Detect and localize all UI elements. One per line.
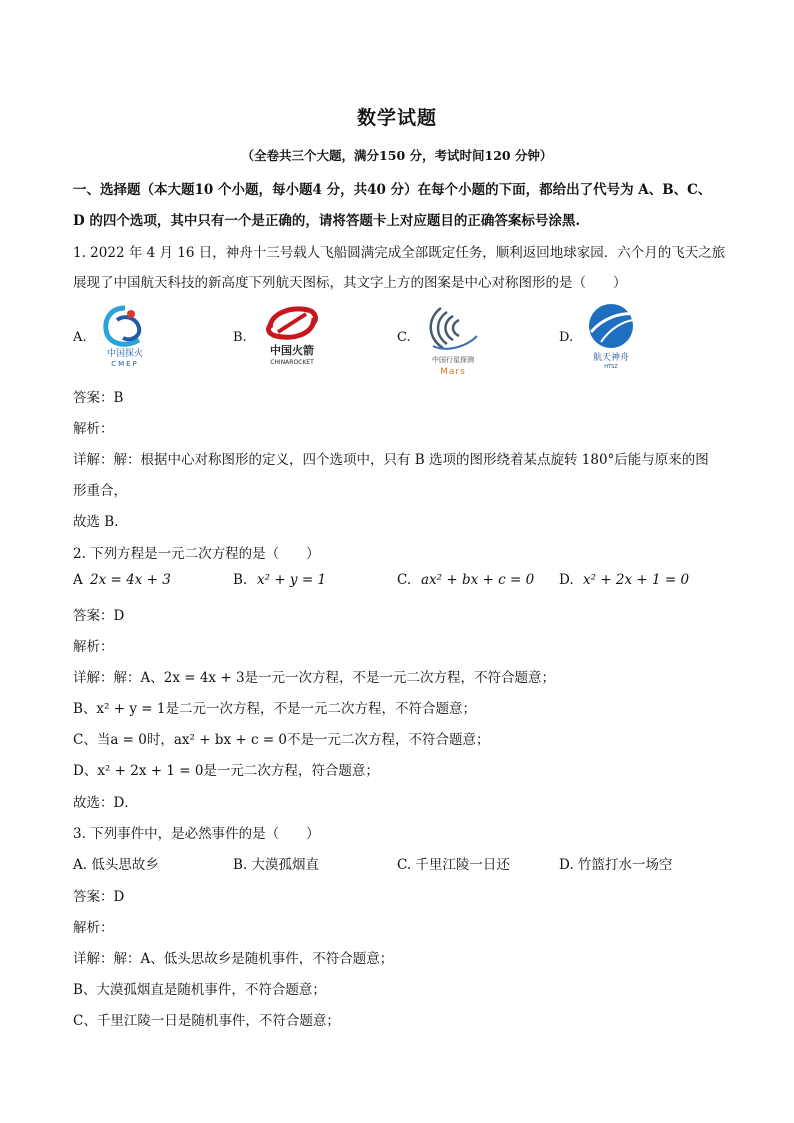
q3-analysis-label: 解析： [73,920,114,936]
htsz-logo-icon [583,302,639,370]
q2-option-d: x² + 2x + 1 = 0 [583,572,690,588]
q2-option-d-label: D. [559,572,574,588]
q2-stem: 2. 下列方程是一元二次方程的是（ ） [73,546,320,562]
q3-option-b: B. 大漠孤烟直 [233,857,320,873]
q1-option-c-label: C. [397,330,411,345]
q2-detail-a: 详解：解：A、2x = 4x + 3是一元一次方程，不是一元二次方程，不符合题意； [73,670,556,686]
q3-option-c: C. 千里江陵一日还 [397,857,510,873]
mars-logo-icon [421,302,485,378]
q1-stem-line2: 展现了中国航天科技的新高度下列航天图标，其文字上方的图案是中心对称图形的是（ ） [73,275,627,291]
q2-option-a-label: A [73,572,83,588]
q1-answer: 答案：B [73,390,124,406]
q1-conclusion: 故选 B． [73,514,128,530]
q3-detail-c: C、千里江陵一日是随机事件，不符合题意； [73,1013,340,1029]
svg-text:中国火箭: 中国火箭 [270,344,314,357]
q3-answer: 答案：D [73,889,125,905]
svg-text:中国行星探测: 中国行星探测 [432,356,474,364]
chinarocket-logo [256,302,328,372]
cmep-logo [95,302,155,374]
q1-option-b-label: B. [233,330,247,345]
mars-logo [421,302,485,382]
q3-stem: 3. 下列事件中，是必然事件的是（ ） [73,826,320,842]
q2-detail-d: D、x² + 2x + 1 = 0是一元二次方程，符合题意； [73,763,379,779]
svg-text:CMEP: CMEP [111,360,139,368]
q2-option-b-label: B. [233,572,248,588]
q2-option-c: ax² + bx + c = 0 [421,572,535,588]
q2-option-b: x² + y = 1 [257,572,327,588]
q2-option-a: 2x = 4x + 3 [90,572,171,588]
q1-option-d-label: D. [559,330,574,345]
section-instruction-line1: 一、选择题（本大题10 个小题，每小题4 分，共40 分）在每个小题的下面，都给出了代号为 A、B、C、 [73,182,712,198]
q1-detail-line2: 形重合， [73,483,127,499]
svg-text:中国探火: 中国探火 [106,349,144,359]
q1-detail-line1: 详解：解：根据中心对称图形的定义，四个选项中，只有 B 选项的图形绕着某点旋转 180°后能与原来的图 [73,452,709,468]
page-subtitle: （全卷共三个大题，满分150 分，考试时间120 分钟） [241,148,553,163]
q1-stem-line1: 1. 2022 年 4 月 16 日，神舟十三号载人飞船圆满完成全部既定任务，顺利返回地球家园．六个月的飞天之旅 [73,245,726,261]
chinarocket-logo-icon [256,302,328,368]
page-title: 数学试题 [356,107,437,129]
svg-text:CHINAROCKET: CHINAROCKET [270,359,314,366]
q1-analysis-label: 解析： [73,421,114,437]
q1-option-a-label: A. [73,330,87,345]
q2-detail-c: C、当a = 0时，ax² + bx + c = 0不是一元二次方程，不符合题意； [73,732,490,748]
section-instruction-line2: D 的四个选项，其中只有一个是正确的，请将答题卡上对应题目的正确答案标号涂黑. [73,213,581,229]
cmep-logo-icon [95,302,155,370]
q3-option-d: D. 竹篮打水一场空 [559,857,673,873]
q3-detail-a: 详解：解：A、低头思故乡是随机事件，不符合题意； [73,951,394,967]
q2-analysis-label: 解析： [73,639,114,655]
q2-answer: 答案：D [73,608,125,624]
q3-detail-b: B、大漠孤烟直是随机事件，不符合题意； [73,982,326,998]
svg-text:Mars: Mars [440,367,466,377]
svg-text:HTSZ: HTSZ [604,364,618,370]
htsz-logo [583,302,639,374]
q2-detail-b: B、x² + y = 1是二元一次方程，不是一元二次方程，不符合题意； [73,701,476,717]
q3-option-a: A. 低头思故乡 [73,857,159,873]
svg-text:航天神舟: 航天神舟 [592,353,630,363]
q2-option-c-label: C. [397,572,412,588]
q2-conclusion: 故选：D． [73,795,138,811]
